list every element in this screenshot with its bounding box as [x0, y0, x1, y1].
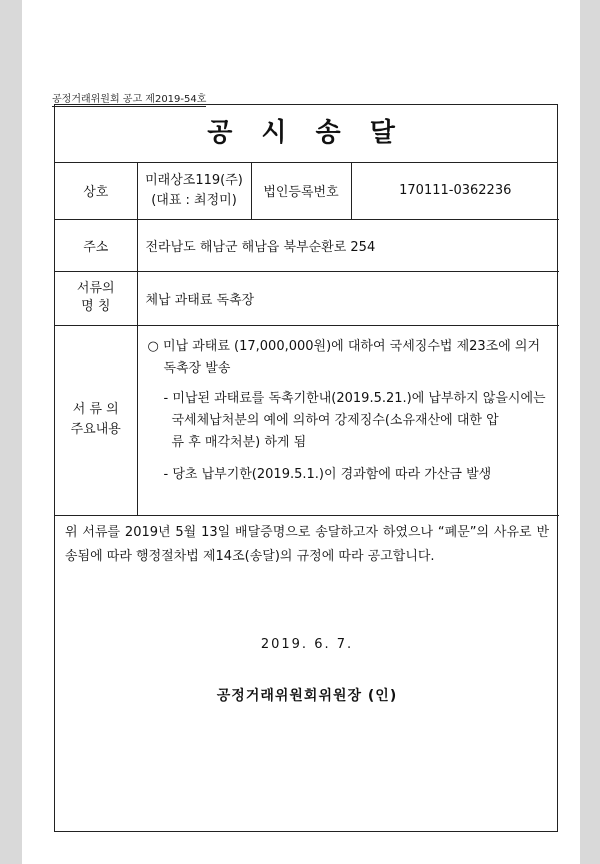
company-name-cell [137, 163, 251, 219]
notice-frame [54, 104, 558, 832]
doc-name-row [55, 271, 559, 325]
content-line: 류 후 매각처분) 하게 됨 [171, 434, 307, 450]
doc-name-value: 체납 과태료 독촉장 [137, 271, 559, 325]
content-label-line2: 주요내용 [70, 422, 121, 437]
info-table [55, 163, 559, 516]
notice-text: 위 서류를 2019년 5월 13일 배달증명으로 송달하고자 하였으나 “폐문”의 사유로 반송됨에 따라 행정절차법 제14조(송달)의 규정에 따라 공고합니다. [65, 525, 549, 564]
doc-name-label [55, 271, 137, 325]
company-representative: (대표 : 최정미) [151, 192, 237, 208]
content-row [55, 325, 559, 515]
content-body [137, 325, 559, 515]
company-row [55, 163, 559, 219]
issue-date: 2019. 6. 7. [260, 637, 354, 652]
document-reference: 공정거래위원회 공고 제2019-54호 [52, 90, 206, 107]
address-value: 전라남도 해남군 해남읍 북부순환로 254 [137, 219, 559, 271]
content-line: - 미납된 과태료를 독촉기한내(2019.5.21.)에 납부하지 않을시에는 [163, 390, 546, 406]
doc-name-label-line2: 명 칭 [81, 299, 111, 314]
registration-number: 170111-0362236 [351, 163, 559, 219]
issuer: 공정거래위원회위원장 (인) [216, 688, 398, 704]
document-title: 공 시 송 달 [55, 105, 557, 163]
content-line: ○ 미납 과태료 (17,000,000원)에 대하여 국세징수법 제23조에 의거 [147, 338, 541, 354]
content-line: - 당초 납부기한(2019.5.1.)이 경과함에 따라 가산금 발생 [163, 466, 492, 482]
company-name: 미래상조119(주) [145, 172, 243, 188]
document-page [22, 0, 580, 864]
company-label: 상호 [55, 163, 137, 219]
address-row [55, 219, 559, 271]
content-line: 국세체납처분의 예에 의하여 강제징수(소유재산에 대한 압 [171, 412, 499, 428]
content-label [55, 325, 137, 515]
registration-label: 법인등록번호 [251, 163, 351, 219]
doc-name-label-line1: 서류의 [76, 281, 115, 296]
address-label: 주소 [55, 219, 137, 271]
content-line: 독촉장 발송 [163, 360, 231, 376]
content-label-line1: 서 류 의 [72, 402, 119, 417]
